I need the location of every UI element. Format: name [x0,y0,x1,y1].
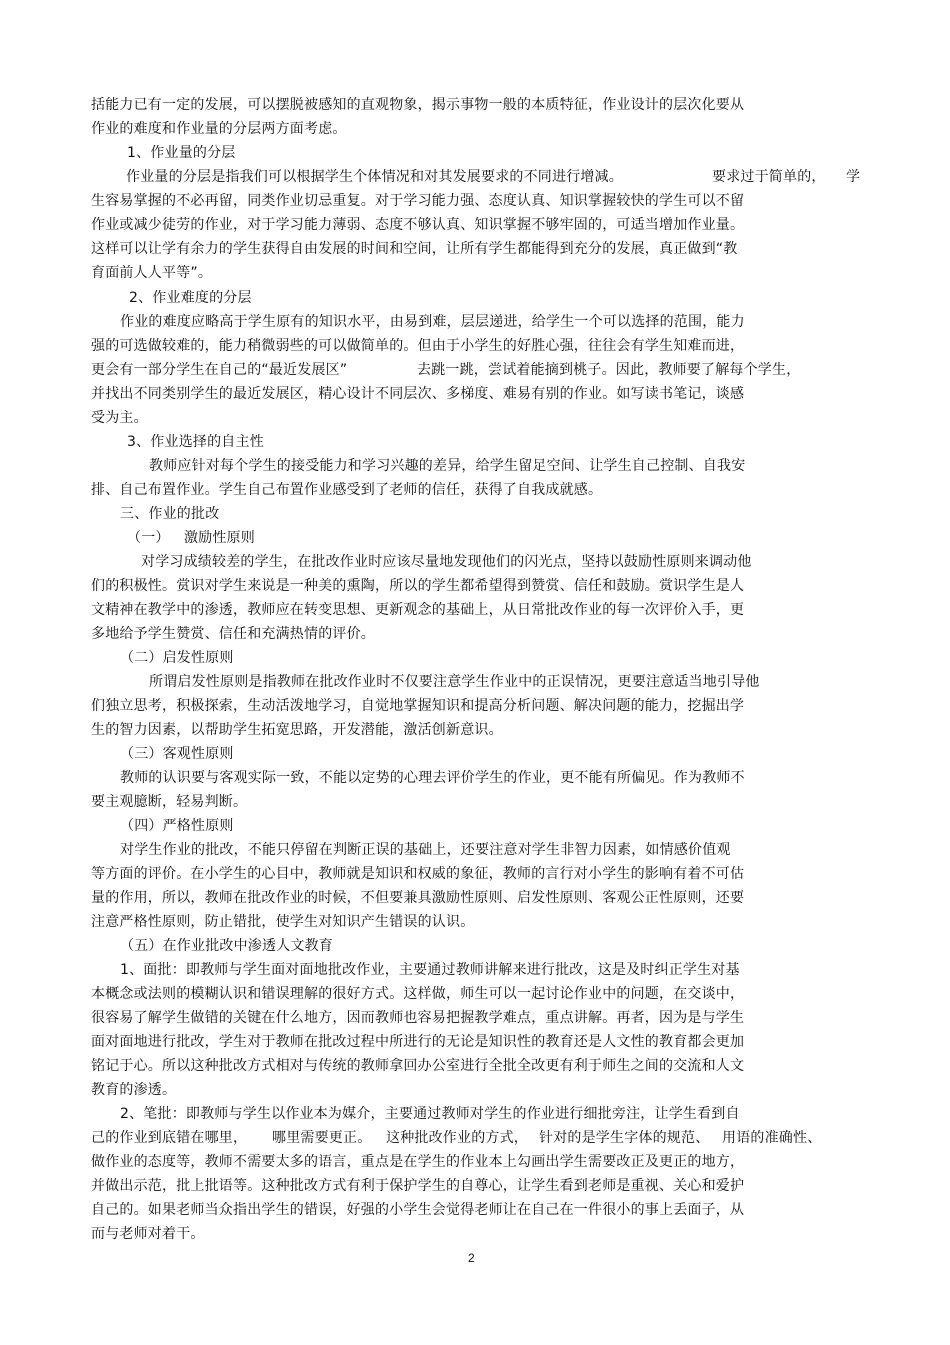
page-number: 2 [468,1251,475,1265]
text-line: 面对面地进行批改，学生对于教师在批改过程中所进行的无论是知识性的教育还是人文性的教育都会更加 [91,1034,745,1050]
subsection-heading: （五）在作业批改中渗透人文教育 [120,938,333,954]
text-line: 强的可选做较难的，能力稍微弱些的可以做简单的。但由于小学生的好胜心强，往往会有学生知难而进， [91,338,745,354]
text-line: 等方面的评价。在小学生的心目中，教师就是知识和权威的象征，教师的言行对小学生的影响有着不可估 [91,866,745,882]
text-line: 用语的准确性、 [722,1130,822,1146]
text-line: 教师应针对每个学生的接受能力和学习兴趣的差异，给学生留足空间、让学生自己控制、自我安 [149,458,746,474]
text-line: 作业或减少徒劳的作业，对于学习能力薄弱、态度不够认真、知识掌握不够牢固的，可适当增加作业量。 [91,217,745,233]
text-line: 括能力已有一定的发展，可以摆脱被感知的直观物象，揭示事物一般的本质特征，作业设计的层次化要从 [91,97,745,113]
section-heading: 3、作业选择的自主性 [127,434,264,450]
text-line: 并做出示范，批上批语等。这种批改方式有利于保护学生的自尊心，让学生看到老师是重视、关心和爱护 [91,1178,745,1194]
text-line: 排、自己布置作业。学生自己布置作业感受到了老师的信任，获得了自我成就感。 [91,482,603,498]
subsection-number: （一） [127,530,170,546]
text-line: 们的积极性。赏识对学生来说是一种美的熏陶，所以的学生都希望得到赞赏、信任和鼓励。赏识学生是人 [91,578,745,594]
text-line: 生容易掌握的不必再留，同类作业切忌重复。对于学习能力强、态度认真、知识掌握较快的学生可以不留 [91,193,745,209]
subsection-heading: （四）严格性原则 [120,818,234,834]
text-line: 并找出不同类别学生的最近发展区，精心设计不同层次、多梯度、难易有别的作业。如写读书笔记，谈感 [91,386,745,402]
text-line: 们独立思考，积极探索，生动活泼地学习，自觉地掌握知识和提高分析问题、解决问题的能力，挖掘出学 [91,698,745,714]
text-line: 育面前人人平等”。 [91,265,213,281]
text-line: 要主观臆断，轻易判断。 [91,794,248,810]
text-line: 学 [846,169,861,185]
subsection-heading: 激励性原则 [184,530,255,546]
text-line: 铭记于心。所以这种批改方式相对与传统的教师拿回办公室进行全批全改更有利于师生之间的交流和人文 [91,1058,745,1074]
text-line: 而与老师对着干。 [91,1226,205,1242]
chapter-heading: 三、作业的批改 [120,506,220,522]
text-line: 受为主。 [91,410,148,426]
text-line: 己的作业到底错在哪里， [91,1130,248,1146]
text-line: 所谓启发性原则是指教师在批改作业时不仅要注意学生作业中的正误情况，更要注意适当地引导他 [149,674,760,690]
text-line: 自己的。如果老师当众指出学生的错误，好强的小学生会觉得老师让在自己在一件很小的事上丢面子，从 [91,1202,745,1218]
text-line: 对学生作业的批改，不能只停留在判断正误的基础上，还要注意对学生非智力因素，如情感价值观 [120,842,731,858]
text-line: 作业的难度和作业量的分层两方面考虑。 [91,121,347,137]
text-line: 生的智力因素，以帮助学生拓宽思路，开发潜能，激活创新意识。 [91,722,503,738]
text-line: 注意严格性原则，防止错批，使学生对知识产生错误的认识。 [91,914,475,930]
text-line: 要求过于简单的， [712,169,826,185]
text-line: 作业量的分层是指我们可以根据学生个体情况和对其发展要求的不同进行增减。 [126,169,623,185]
text-line: 这种批改作业的方式， [386,1130,528,1146]
text-line: 针对的是学生字体的规范、 [539,1130,710,1146]
text-line: 更会有一部分学生在自己的“最近发展区” [91,362,348,378]
subsection-heading: （二）启发性原则 [120,650,234,666]
text-line: 多地给予学生赞赏、信任和充满热情的评价。 [91,626,375,642]
text-line: 教师的认识要与客观实际一致，不能以定势的心理去评价学生的作业，更不能有所偏见。作为教师不 [120,770,745,786]
text-line: 2、笔批：即教师与学生以作业本为媒介，主要通过教师对学生的作业进行细批旁注，让学生看到自 [120,1106,740,1122]
text-line: 去跳一跳，尝试着能摘到桃子。因此，教师要了解每个学生， [417,362,801,378]
text-line: 量的作用，所以，教师在批改作业的时候，不但要兼具激励性原则、启发性原则、客观公正性原则，还要 [91,890,745,906]
text-line: 本概念或法则的模糊认识和错误理解的很好方式。这样做，师生可以一起讨论作业中的问题，在交谈中， [91,986,745,1002]
section-heading: 2、作业难度的分层 [129,290,252,306]
subsection-heading: （三）客观性原则 [120,746,234,762]
text-line: 做作业的态度等，教师不需要太多的语言，重点是在学生的作业本上勾画出学生需要改正及更正的地方， [91,1154,745,1170]
text-line: 文精神在教学中的渗透，教师应在转变思想、更新观念的基础上，从日常批改作业的每一次评价入手，更 [91,602,745,618]
text-line: 作业的难度应略高于学生原有的知识水平，由易到难，层层递进，给学生一个可以选择的范围，能力 [120,314,745,330]
section-heading: 1、作业量的分层 [127,145,236,161]
text-line: 教育的渗透。 [91,1082,177,1098]
text-line: 1、面批：即教师与学生面对面地批改作业，主要通过教师讲解来进行批改，这是及时纠正学生对基 [120,962,740,978]
text-line: 对学习成绩较差的学生，在批改作业时应该尽量地发现他们的闪光点，坚持以鼓励性原则来调动他 [141,554,752,570]
text-line: 这样可以让学有余力的学生获得自由发展的时间和空间，让所有学生都能得到充分的发展，真正做到“教 [91,241,738,257]
text-line: 很容易了解学生做错的关键在什么地方，因而教师也容易把握教学难点，重点讲解。再者，因为是与学生 [91,1010,745,1026]
text-line: 哪里需要更正。 [272,1130,372,1146]
